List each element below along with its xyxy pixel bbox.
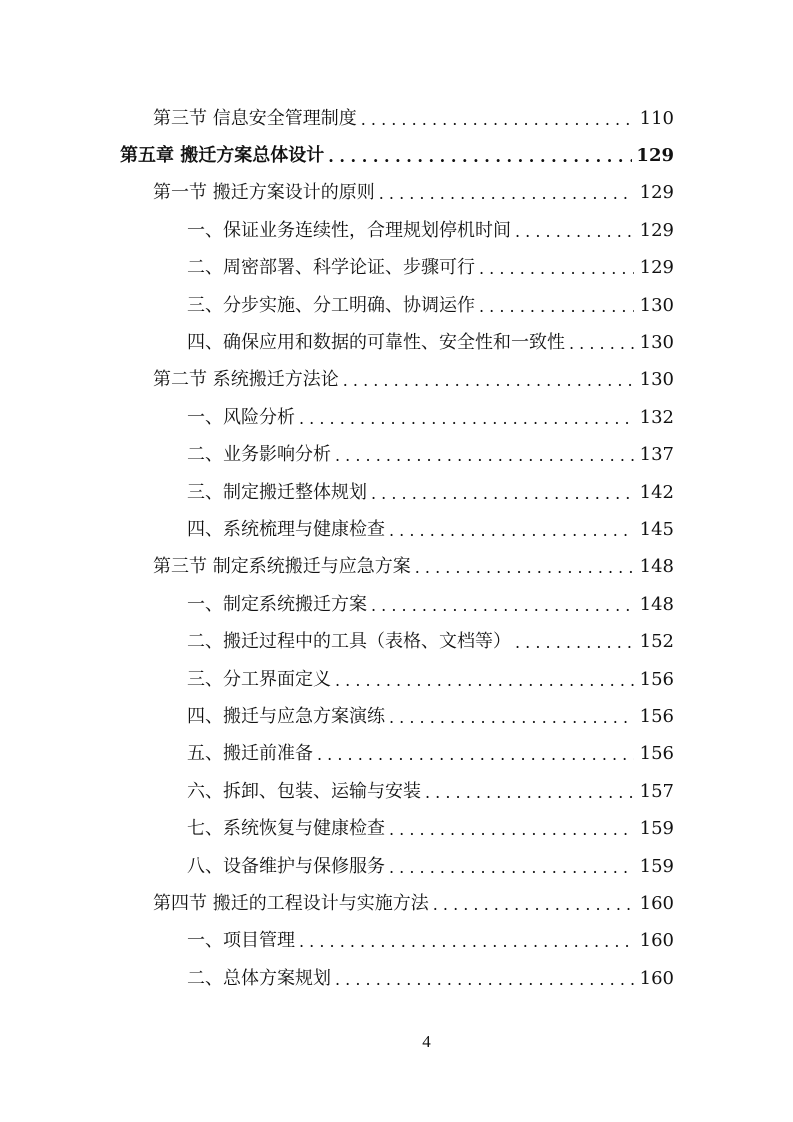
toc-dot-leader bbox=[343, 373, 634, 389]
toc-entry-page: 160 bbox=[639, 967, 674, 989]
toc-dot-leader bbox=[389, 822, 634, 838]
toc-dot-leader bbox=[389, 710, 634, 726]
toc-subsection-entry[interactable] bbox=[0, 474, 674, 511]
toc-subsection-entry[interactable] bbox=[0, 848, 674, 885]
toc-entry-title: 一、风险分析 bbox=[187, 406, 295, 428]
toc-subsection-entry[interactable] bbox=[0, 960, 674, 997]
toc-subsection-entry[interactable] bbox=[0, 212, 674, 249]
toc-dot-leader bbox=[361, 112, 634, 128]
toc-dot-leader bbox=[299, 934, 634, 950]
toc-entry-page: 137 bbox=[639, 444, 674, 466]
toc-subsection-entry[interactable] bbox=[0, 736, 674, 773]
toc-dot-leader bbox=[335, 673, 634, 689]
toc-entry-title: 二、业务影响分析 bbox=[187, 444, 331, 466]
toc-entry-page: 156 bbox=[639, 743, 674, 765]
toc-entry-title: 四、搬迁与应急方案演练 bbox=[187, 705, 385, 727]
toc-entry-page: 129 bbox=[639, 219, 674, 241]
toc-section-entry[interactable] bbox=[0, 100, 674, 137]
toc-entry-title: 第一节 搬迁方案设计的原则 bbox=[153, 182, 375, 204]
toc-dot-leader bbox=[415, 560, 634, 576]
toc-dot-leader bbox=[515, 635, 634, 651]
toc-entry-page: 145 bbox=[639, 518, 674, 540]
toc-dot-leader bbox=[371, 486, 634, 502]
toc-entry-page: 156 bbox=[639, 705, 674, 727]
toc-entry-title: 三、制定搬迁整体规划 bbox=[187, 481, 367, 503]
toc-subsection-entry[interactable] bbox=[0, 399, 674, 436]
toc-subsection-entry[interactable] bbox=[0, 698, 674, 735]
toc-dot-leader bbox=[389, 523, 634, 539]
toc-entry-page: 159 bbox=[639, 818, 674, 840]
toc-subsection-entry[interactable] bbox=[0, 324, 674, 361]
toc-entry-title: 七、系统恢复与健康检查 bbox=[187, 818, 385, 840]
toc-entry-page: 130 bbox=[639, 332, 674, 354]
toc-entry-page: 132 bbox=[639, 406, 674, 428]
toc-dot-leader bbox=[389, 860, 634, 876]
toc-subsection-entry[interactable] bbox=[0, 586, 674, 623]
table-of-contents bbox=[0, 100, 793, 997]
toc-entry-title: 一、制定系统搬迁方案 bbox=[187, 593, 367, 615]
toc-entry-page: 130 bbox=[639, 294, 674, 316]
toc-entry-title: 第二节 系统搬迁方法论 bbox=[153, 369, 339, 391]
toc-entry-page: 129 bbox=[636, 145, 674, 167]
toc-entry-title: 一、保证业务连续性，合理规划停机时间 bbox=[187, 219, 511, 241]
toc-entry-title: 第四节 搬迁的工程设计与实施方法 bbox=[153, 892, 429, 914]
toc-dot-leader bbox=[515, 224, 634, 240]
toc-entry-page: 157 bbox=[639, 780, 674, 802]
toc-entry-title: 四、系统梳理与健康检查 bbox=[187, 518, 385, 540]
toc-entry-page: 160 bbox=[639, 892, 674, 914]
toc-dot-leader bbox=[433, 897, 634, 913]
toc-dot-leader bbox=[569, 336, 634, 352]
toc-dot-leader bbox=[335, 448, 634, 464]
toc-entry-title: 第三节 信息安全管理制度 bbox=[153, 107, 357, 129]
toc-entry-page: 130 bbox=[639, 369, 674, 391]
toc-entry-page: 160 bbox=[639, 930, 674, 952]
toc-subsection-entry[interactable] bbox=[0, 623, 674, 660]
toc-entry-title: 二、搬迁过程中的工具（表格、文档等） bbox=[187, 631, 511, 653]
toc-section-entry[interactable] bbox=[0, 175, 674, 212]
toc-entry-title: 六、拆卸、包装、运输与安装 bbox=[187, 780, 421, 802]
toc-entry-page: 156 bbox=[639, 668, 674, 690]
toc-entry-title: 五、搬迁前准备 bbox=[187, 743, 313, 765]
page-number: 4 bbox=[422, 1032, 431, 1051]
toc-entry-title: 第五章 搬迁方案总体设计 bbox=[120, 145, 325, 167]
toc-entry-page: 110 bbox=[639, 107, 674, 129]
toc-dot-leader bbox=[379, 186, 634, 202]
toc-dot-leader bbox=[371, 598, 634, 614]
toc-dot-leader bbox=[479, 261, 634, 277]
toc-entry-title: 一、项目管理 bbox=[187, 930, 295, 952]
toc-subsection-entry[interactable] bbox=[0, 437, 674, 474]
toc-entry-title: 四、确保应用和数据的可靠性、安全性和一致性 bbox=[187, 332, 565, 354]
toc-entry-page: 152 bbox=[639, 631, 674, 653]
toc-entry-page: 142 bbox=[639, 481, 674, 503]
toc-entry-title: 第三节 制定系统搬迁与应急方案 bbox=[153, 556, 411, 578]
toc-entry-title: 三、分步实施、分工明确、协调运作 bbox=[187, 294, 475, 316]
toc-subsection-entry[interactable] bbox=[0, 923, 674, 960]
toc-entry-title: 二、周密部署、科学论证、步骤可行 bbox=[187, 257, 475, 279]
toc-subsection-entry[interactable] bbox=[0, 773, 674, 810]
toc-chapter-entry[interactable] bbox=[0, 137, 674, 174]
toc-entry-page: 129 bbox=[639, 182, 674, 204]
toc-section-entry[interactable] bbox=[0, 885, 674, 922]
toc-dot-leader bbox=[479, 299, 634, 315]
toc-entry-title: 二、总体方案规划 bbox=[187, 967, 331, 989]
toc-entry-page: 148 bbox=[639, 593, 674, 615]
toc-entry-title: 八、设备维护与保修服务 bbox=[187, 855, 385, 877]
toc-subsection-entry[interactable] bbox=[0, 511, 674, 548]
toc-subsection-entry[interactable] bbox=[0, 810, 674, 847]
toc-entry-title: 三、分工界面定义 bbox=[187, 668, 331, 690]
toc-dot-leader bbox=[299, 411, 634, 427]
toc-entry-page: 129 bbox=[639, 257, 674, 279]
toc-dot-leader bbox=[317, 747, 634, 763]
toc-subsection-entry[interactable] bbox=[0, 661, 674, 698]
toc-subsection-entry[interactable] bbox=[0, 250, 674, 287]
toc-dot-leader bbox=[328, 149, 632, 165]
toc-entry-page: 159 bbox=[639, 855, 674, 877]
toc-section-entry[interactable] bbox=[0, 549, 674, 586]
toc-dot-leader bbox=[335, 972, 634, 988]
toc-section-entry[interactable] bbox=[0, 362, 674, 399]
toc-dot-leader bbox=[425, 785, 634, 801]
toc-subsection-entry[interactable] bbox=[0, 287, 674, 324]
toc-entry-page: 148 bbox=[639, 556, 674, 578]
